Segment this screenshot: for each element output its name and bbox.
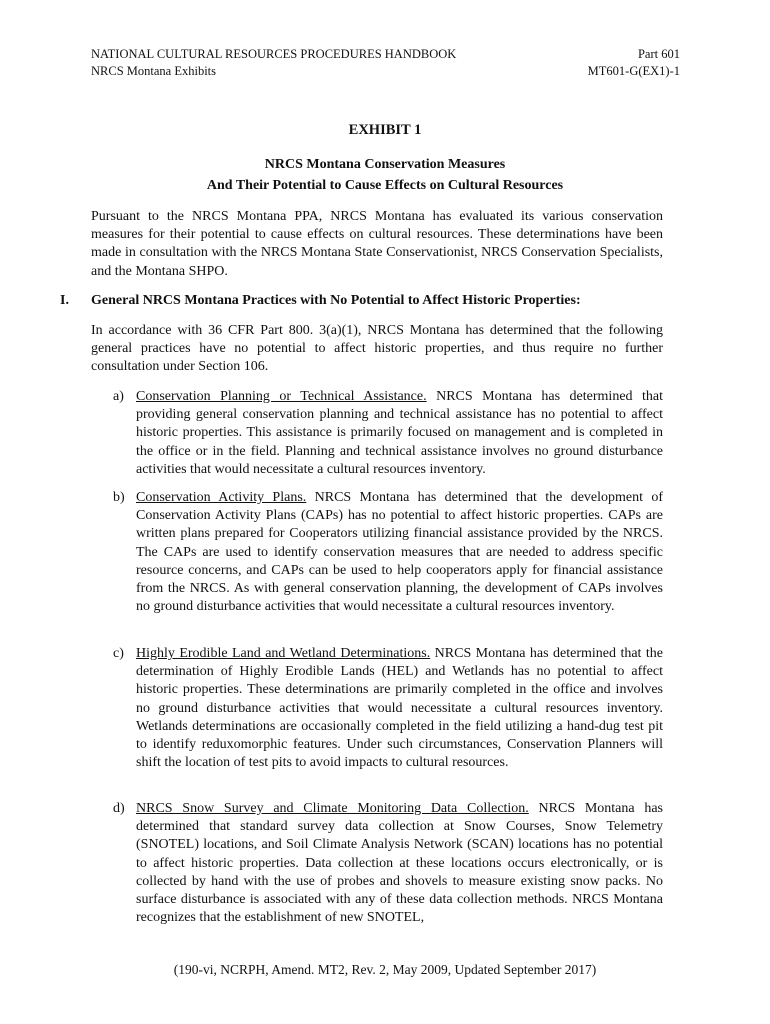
list-item-text: NRCS Montana has determined that standard survey data collection at Snow Courses, Snow Telemetry (SNOTEL) locations, and Soil Climate Analysis Network (SCAN) locations has no potential to affect historic properties. Data collection at these locations occurs electronically, or is collected by hand with the use of probes and shovels to measure existing snow packs. No surface disturbance is associated with any of these data collection methods. NRCS Montana recognizes that the establishment of new SNOTEL, [136, 801, 664, 926]
document-subtitle [0, 154, 770, 196]
list-item-a [113, 388, 663, 479]
list-item-heading: Conservation Planning or Technical Assistance. [136, 389, 427, 404]
list-item-text: NRCS Montana has determined that providing general conservation planning and technical assistance has no potential to affect historic properties. This assistance is primarily focused on management and is completed in the office or in the field. Planning and technical assistance involves no ground disturbance activities that would necessitate a cultural resources inventory. [136, 389, 664, 477]
running-header-right [588, 46, 680, 80]
section-heading: General NRCS Montana Practices with No Potential to Affect Historic Properties: [91, 293, 581, 308]
page-id: MT601-G(EX1)-1 [587, 64, 680, 78]
section-intro-paragraph: In accordance with 36 CFR Part 800. 3(a)(1), NRCS Montana has determined that the following general practices have no potential to affect historic properties, and thus require no further consultation under Section 106. [91, 323, 663, 375]
subtitle-line-1: NRCS Montana Conservation Measures [264, 157, 506, 172]
list-item-label: c) [113, 646, 124, 661]
subtitle-line-2: And Their Potential to Cause Effects on Cultural Resources [206, 178, 564, 193]
list-item-text: NRCS Montana has determined that the development of Conservation Activity Plans (CAPs) has no potential to affect historic properties. CAPs are written plans prepared for Cooperators utilizing financial assistance provided by the NRCS. The CAPs are used to identify conservation measures that are needed to address specific resource concerns, and CAPs can be used to help cooperators apply for financial assistance from the NRCS. As with general conservation planning, the development of CAPs involves no ground disturbance activities that would necessitate a cultural resources inventory. [136, 490, 663, 615]
list-item-b [113, 489, 663, 616]
exhibit-title: EXHIBIT 1 [348, 122, 422, 138]
exhibits-label: NRCS Montana Exhibits [91, 64, 217, 78]
section-number: I. [60, 293, 69, 308]
list-item-d [113, 800, 663, 927]
list-item-heading: Highly Erodible Land and Wetland Determinations. [136, 646, 431, 661]
intro-paragraph: Pursuant to the NRCS Montana PPA, NRCS Montana has evaluated its various conservation measures for their potential to cause effects on cultural resources. These determinations have been made in consultation with the NRCS Montana State Conservationist, NRCS Conservation Specialists, and the Montana SHPO. [91, 209, 663, 279]
list-item-heading: NRCS Snow Survey and Climate Monitoring Data Collection. [136, 801, 529, 816]
list-item-label: b) [113, 490, 125, 505]
list-item-text: NRCS Montana has determined that the determination of Highly Erodible Lands (HEL) and Wetlands has no potential to affect historic properties. These determinations are primarily completed in the office and involves no ground disturbance activities that would necessitate a cultural resources inventory. Wetlands determinations are occasionally completed in the field utilizing a hand-dug test pit to identify reduxomorphic features. Under such circumstances, Conservation Planners will shift the location of test pits to avoid impacts to cultural resources. [136, 646, 663, 771]
part-number: Part 601 [637, 47, 680, 61]
page-footer: (190-vi, NCRPH, Amend. MT2, Rev. 2, May 2009, Updated September 2017) [173, 962, 597, 977]
running-header-left [91, 46, 456, 80]
list-item-heading: Conservation Activity Plans. [136, 490, 307, 505]
list-item-c [113, 645, 663, 772]
list-item-label: d) [113, 801, 125, 816]
handbook-title: NATIONAL CULTURAL RESOURCES PROCEDURES HANDBOOK [91, 47, 457, 61]
list-item-label: a) [113, 389, 124, 404]
